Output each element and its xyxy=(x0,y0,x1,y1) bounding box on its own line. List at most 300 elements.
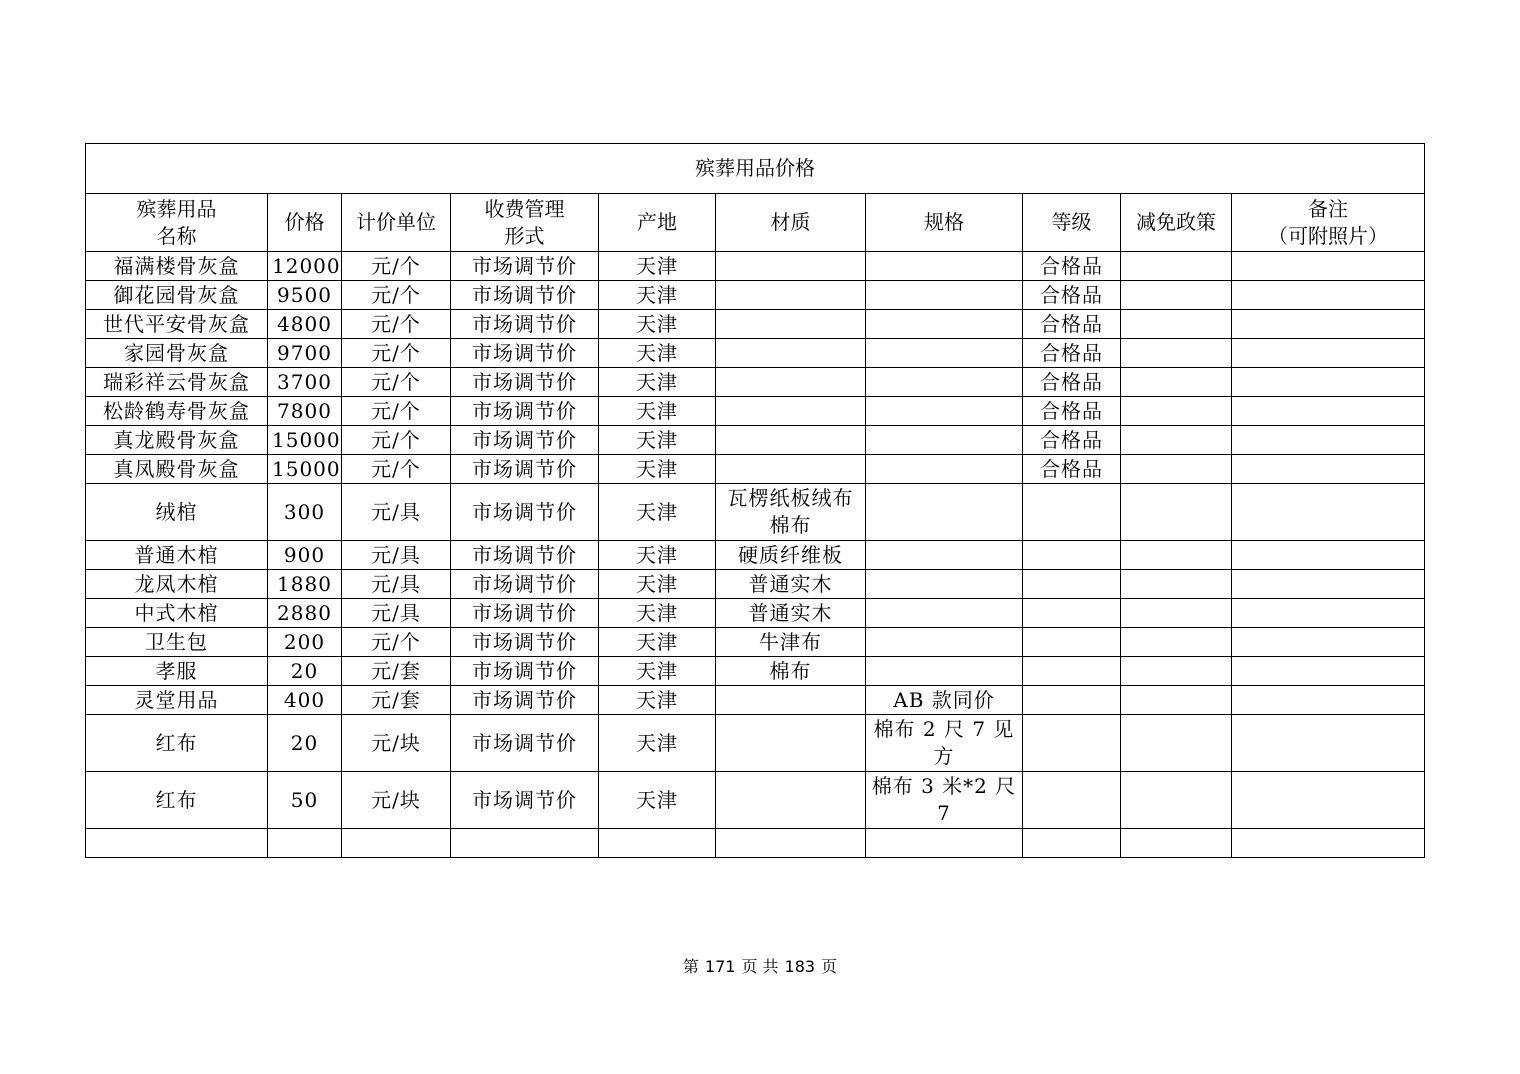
pricing-form-cell xyxy=(451,281,599,310)
spec-cell xyxy=(866,339,1023,368)
pricing-form-cell-text: 市场调节价 xyxy=(472,687,577,712)
note-cell xyxy=(1232,397,1425,426)
spec-cell xyxy=(866,541,1023,570)
item-name-cell-text: 福满楼骨灰盒 xyxy=(113,253,240,278)
grade-cell xyxy=(1023,426,1121,455)
item-name-cell xyxy=(86,628,268,657)
unit-cell xyxy=(342,599,451,628)
policy-cell xyxy=(1121,628,1232,657)
pricing-form-cell-text: 市场调节价 xyxy=(472,571,577,596)
price-cell xyxy=(268,252,342,281)
unit-cell-text: 元/具 xyxy=(371,571,421,596)
origin-cell xyxy=(599,455,716,484)
grade-cell-text: 合格品 xyxy=(1040,427,1103,452)
origin-cell-text: 天津 xyxy=(636,787,678,812)
pricing-form-cell-text: 市场调节价 xyxy=(472,253,577,278)
price-cell-text: 20 xyxy=(290,658,319,683)
origin-cell xyxy=(599,339,716,368)
grade-cell-text: 合格品 xyxy=(1040,398,1103,423)
origin-cell-text: 天津 xyxy=(636,398,678,423)
unit-cell-text: 元/个 xyxy=(371,398,421,423)
grade-cell xyxy=(1023,686,1121,715)
unit-cell xyxy=(342,281,451,310)
item-name-cell xyxy=(86,339,268,368)
item-name-cell xyxy=(86,829,268,858)
price-cell-text: 20 xyxy=(290,730,319,755)
item-name-cell xyxy=(86,541,268,570)
spec-cell xyxy=(866,368,1023,397)
item-name-cell-text: 真龙殿骨灰盒 xyxy=(113,427,240,452)
material-cell xyxy=(716,686,866,715)
grade-cell xyxy=(1023,310,1121,339)
item-name-cell xyxy=(86,715,268,772)
footer-page-number: 171 xyxy=(704,957,736,976)
note-cell xyxy=(1232,426,1425,455)
policy-cell xyxy=(1121,484,1232,541)
note-cell xyxy=(1232,599,1425,628)
unit-cell-text: 元/个 xyxy=(371,340,421,365)
header-label-line1: 产地 xyxy=(637,210,677,234)
spec-cell xyxy=(866,686,1023,715)
pricing-form-cell-text: 市场调节价 xyxy=(472,427,577,452)
unit-cell-text: 元/套 xyxy=(371,687,421,712)
origin-cell xyxy=(599,484,716,541)
unit-cell xyxy=(342,628,451,657)
pricing-form-cell-text: 市场调节价 xyxy=(472,730,577,755)
note-cell xyxy=(1232,455,1425,484)
material-cell-text: 普通实木 xyxy=(748,600,833,625)
policy-cell xyxy=(1121,310,1232,339)
header-label-line1: 材质 xyxy=(770,210,811,234)
table-row xyxy=(86,281,1425,310)
table-row xyxy=(86,829,1425,858)
unit-cell-text: 元/个 xyxy=(371,311,421,336)
price-cell-text: 4800 xyxy=(277,311,332,336)
origin-cell-text: 天津 xyxy=(636,629,678,654)
spec-cell xyxy=(866,772,1023,829)
footer-suffix: 页 xyxy=(821,957,838,976)
origin-cell xyxy=(599,310,716,339)
unit-cell xyxy=(342,772,451,829)
spec-cell-text: 棉布 2 尺 7 见 xyxy=(873,717,1015,741)
item-name-cell xyxy=(86,281,268,310)
policy-cell xyxy=(1121,715,1232,772)
item-name-cell xyxy=(86,368,268,397)
price-cell xyxy=(268,397,342,426)
note-cell xyxy=(1232,368,1425,397)
grade-cell xyxy=(1023,484,1121,541)
header-label-line1: 等级 xyxy=(1051,210,1092,234)
origin-cell-text: 天津 xyxy=(636,658,678,683)
origin-cell xyxy=(599,686,716,715)
note-cell xyxy=(1232,252,1425,281)
grade-cell-text: 合格品 xyxy=(1040,369,1103,394)
price-cell-text: 2880 xyxy=(277,600,332,625)
spec-cell xyxy=(866,570,1023,599)
pricing-form-cell-text: 市场调节价 xyxy=(472,311,577,336)
item-name-cell-text: 世代平安骨灰盒 xyxy=(103,311,250,336)
unit-cell-text: 元/个 xyxy=(371,282,421,307)
policy-cell xyxy=(1121,455,1232,484)
policy-cell xyxy=(1121,599,1232,628)
policy-cell xyxy=(1121,339,1232,368)
pricing-form-cell-text: 市场调节价 xyxy=(472,629,577,654)
table-row xyxy=(86,599,1425,628)
spec-cell xyxy=(866,310,1023,339)
unit-cell xyxy=(342,426,451,455)
material-cell xyxy=(716,426,866,455)
origin-cell xyxy=(599,426,716,455)
item-name-cell-text: 松龄鹤寿骨灰盒 xyxy=(103,398,250,423)
pricing-form-cell xyxy=(451,252,599,281)
price-cell xyxy=(268,484,342,541)
price-cell xyxy=(268,657,342,686)
spec-cell-text: 棉布 3 米*2 尺 xyxy=(871,774,1017,798)
table-row xyxy=(86,310,1425,339)
grade-cell-text: 合格品 xyxy=(1040,253,1103,278)
spec-cell xyxy=(866,829,1023,858)
origin-cell xyxy=(599,541,716,570)
item-name-cell-text: 普通木棺 xyxy=(134,542,219,567)
policy-cell xyxy=(1121,397,1232,426)
header-label-line2: （可附照片） xyxy=(1268,223,1389,248)
grade-cell xyxy=(1023,715,1121,772)
header-cell xyxy=(1121,194,1232,252)
header-cell xyxy=(599,194,716,252)
unit-cell xyxy=(342,484,451,541)
table-title: 殡葬用品价格 xyxy=(86,144,1425,194)
material-cell xyxy=(716,455,866,484)
material-cell xyxy=(716,310,866,339)
pricing-form-cell-text: 市场调节价 xyxy=(472,282,577,307)
unit-cell-text: 元/个 xyxy=(371,427,421,452)
unit-cell-text: 元/具 xyxy=(371,499,421,524)
pricing-form-cell-text: 市场调节价 xyxy=(472,600,577,625)
unit-cell-text: 元/套 xyxy=(371,658,421,683)
item-name-cell xyxy=(86,772,268,829)
unit-cell xyxy=(342,310,451,339)
grade-cell xyxy=(1023,339,1121,368)
material-cell-text: 棉布 xyxy=(769,513,812,537)
item-name-cell-text: 御花园骨灰盒 xyxy=(113,282,240,307)
grade-cell xyxy=(1023,772,1121,829)
price-cell xyxy=(268,599,342,628)
header-cell xyxy=(1232,194,1425,252)
material-cell xyxy=(716,829,866,858)
note-cell xyxy=(1232,657,1425,686)
price-cell xyxy=(268,455,342,484)
item-name-cell xyxy=(86,686,268,715)
pricing-form-cell xyxy=(451,368,599,397)
note-cell xyxy=(1232,310,1425,339)
item-name-cell-text: 瑞彩祥云骨灰盒 xyxy=(103,369,250,394)
origin-cell xyxy=(599,252,716,281)
header-label-line1: 减免政策 xyxy=(1136,210,1216,234)
header-label-line1: 价格 xyxy=(284,210,325,234)
unit-cell-text: 元/具 xyxy=(371,542,421,567)
note-cell xyxy=(1232,772,1425,829)
header-label-line1: 收费管理 xyxy=(484,196,565,221)
price-cell xyxy=(268,368,342,397)
pricing-form-cell xyxy=(451,715,599,772)
table-row xyxy=(86,455,1425,484)
table-header-row xyxy=(86,194,1425,252)
origin-cell-text: 天津 xyxy=(636,311,678,336)
pricing-form-cell xyxy=(451,829,599,858)
table-row xyxy=(86,339,1425,368)
origin-cell xyxy=(599,829,716,858)
header-label-line1: 规格 xyxy=(924,210,964,234)
pricing-form-cell xyxy=(451,426,599,455)
origin-cell xyxy=(599,715,716,772)
note-cell xyxy=(1232,339,1425,368)
item-name-cell-text: 卫生包 xyxy=(145,629,208,654)
header-cell xyxy=(451,194,599,252)
material-cell xyxy=(716,339,866,368)
pricing-form-cell xyxy=(451,339,599,368)
policy-cell xyxy=(1121,570,1232,599)
grade-cell-text: 合格品 xyxy=(1040,311,1103,336)
table-row xyxy=(86,541,1425,570)
material-cell xyxy=(716,772,866,829)
price-cell-text: 50 xyxy=(290,787,319,812)
header-cell xyxy=(268,194,342,252)
origin-cell-text: 天津 xyxy=(636,730,678,755)
price-cell xyxy=(268,339,342,368)
pricing-form-cell-text: 市场调节价 xyxy=(472,398,577,423)
unit-cell-text: 元/个 xyxy=(371,369,421,394)
material-cell-text: 硬质纤维板 xyxy=(738,542,843,567)
item-name-cell xyxy=(86,599,268,628)
item-name-cell xyxy=(86,426,268,455)
policy-cell xyxy=(1121,252,1232,281)
item-name-cell-text: 真凤殿骨灰盒 xyxy=(113,456,240,481)
spec-cell xyxy=(866,628,1023,657)
price-cell-text: 3700 xyxy=(277,369,332,394)
material-cell xyxy=(716,368,866,397)
pricing-form-cell-text: 市场调节价 xyxy=(472,456,577,481)
pricing-form-cell xyxy=(451,599,599,628)
price-cell xyxy=(268,772,342,829)
material-cell xyxy=(716,628,866,657)
grade-cell xyxy=(1023,541,1121,570)
grade-cell-text: 合格品 xyxy=(1040,456,1103,481)
price-cell xyxy=(268,715,342,772)
unit-cell xyxy=(342,455,451,484)
unit-cell-text: 元/块 xyxy=(371,730,421,755)
unit-cell xyxy=(342,829,451,858)
spec-cell-text: 7 xyxy=(937,801,951,825)
unit-cell xyxy=(342,715,451,772)
spec-cell xyxy=(866,715,1023,772)
grade-cell xyxy=(1023,368,1121,397)
table-row xyxy=(86,715,1425,772)
item-name-cell-text: 中式木棺 xyxy=(134,600,219,625)
note-cell xyxy=(1232,628,1425,657)
policy-cell xyxy=(1121,368,1232,397)
pricing-form-cell xyxy=(451,484,599,541)
item-name-cell xyxy=(86,397,268,426)
unit-cell xyxy=(342,541,451,570)
unit-cell-text: 元/个 xyxy=(371,253,421,278)
header-label-line2: 名称 xyxy=(156,223,197,248)
grade-cell xyxy=(1023,829,1121,858)
spec-cell xyxy=(866,484,1023,541)
table-row xyxy=(86,570,1425,599)
pricing-form-cell xyxy=(451,397,599,426)
policy-cell xyxy=(1121,541,1232,570)
grade-cell xyxy=(1023,570,1121,599)
item-name-cell xyxy=(86,310,268,339)
table-row xyxy=(86,484,1425,541)
origin-cell-text: 天津 xyxy=(636,282,678,307)
note-cell xyxy=(1232,281,1425,310)
unit-cell xyxy=(342,686,451,715)
policy-cell xyxy=(1121,772,1232,829)
footer-prefix: 第 xyxy=(682,957,699,976)
origin-cell-text: 天津 xyxy=(636,369,678,394)
header-label-line1: 备注 xyxy=(1308,196,1349,221)
material-cell xyxy=(716,281,866,310)
footer-middle: 页 共 xyxy=(741,957,779,976)
origin-cell xyxy=(599,599,716,628)
price-cell xyxy=(268,628,342,657)
pricing-form-cell xyxy=(451,772,599,829)
price-cell xyxy=(268,829,342,858)
price-cell-text: 300 xyxy=(283,499,326,524)
grade-cell xyxy=(1023,455,1121,484)
header-cell xyxy=(342,194,451,252)
table-row xyxy=(86,657,1425,686)
table-row xyxy=(86,628,1425,657)
origin-cell-text: 天津 xyxy=(636,542,678,567)
spec-cell-text: 方 xyxy=(933,744,955,768)
material-cell xyxy=(716,541,866,570)
price-cell xyxy=(268,570,342,599)
item-name-cell-text: 红布 xyxy=(155,787,198,812)
grade-cell xyxy=(1023,397,1121,426)
pricing-form-cell-text: 市场调节价 xyxy=(472,369,577,394)
price-cell-text: 400 xyxy=(283,687,326,712)
item-name-cell xyxy=(86,484,268,541)
material-cell-text: 牛津布 xyxy=(759,629,822,654)
unit-cell xyxy=(342,657,451,686)
price-table xyxy=(85,143,1425,858)
pricing-form-cell xyxy=(451,628,599,657)
pricing-form-cell-text: 市场调节价 xyxy=(472,542,577,567)
grade-cell xyxy=(1023,252,1121,281)
grade-cell xyxy=(1023,281,1121,310)
material-cell-text: 棉布 xyxy=(769,658,812,683)
footer-total-pages: 183 xyxy=(784,957,816,976)
origin-cell-text: 天津 xyxy=(636,687,678,712)
price-cell-text: 9700 xyxy=(277,340,332,365)
note-cell xyxy=(1232,715,1425,772)
table-row xyxy=(86,368,1425,397)
spec-cell xyxy=(866,281,1023,310)
material-cell xyxy=(716,397,866,426)
origin-cell xyxy=(599,628,716,657)
header-cell xyxy=(86,194,268,252)
origin-cell xyxy=(599,368,716,397)
material-cell xyxy=(716,715,866,772)
table-row xyxy=(86,686,1425,715)
spec-cell-text: AB 款同价 xyxy=(893,687,995,712)
policy-cell xyxy=(1121,829,1232,858)
spec-cell xyxy=(866,426,1023,455)
origin-cell-text: 天津 xyxy=(636,340,678,365)
note-cell xyxy=(1232,570,1425,599)
origin-cell xyxy=(599,397,716,426)
header-cell xyxy=(1023,194,1121,252)
price-cell-text: 12000 xyxy=(272,253,341,278)
table-row xyxy=(86,426,1425,455)
spec-cell xyxy=(866,397,1023,426)
price-cell-text: 7800 xyxy=(277,398,332,423)
material-cell xyxy=(716,570,866,599)
item-name-cell xyxy=(86,455,268,484)
origin-cell-text: 天津 xyxy=(636,456,678,481)
note-cell xyxy=(1232,541,1425,570)
unit-cell xyxy=(342,252,451,281)
policy-cell xyxy=(1121,426,1232,455)
unit-cell xyxy=(342,570,451,599)
pricing-form-cell xyxy=(451,657,599,686)
spec-cell xyxy=(866,599,1023,628)
material-cell xyxy=(716,657,866,686)
pricing-form-cell xyxy=(451,310,599,339)
table-row xyxy=(86,772,1425,829)
pricing-form-cell-text: 市场调节价 xyxy=(472,340,577,365)
origin-cell-text: 天津 xyxy=(636,571,678,596)
price-cell-text: 200 xyxy=(283,629,326,654)
grade-cell xyxy=(1023,628,1121,657)
unit-cell xyxy=(342,397,451,426)
origin-cell xyxy=(599,657,716,686)
item-name-cell-text: 灵堂用品 xyxy=(134,687,219,712)
material-cell xyxy=(716,252,866,281)
grade-cell-text: 合格品 xyxy=(1040,340,1103,365)
grade-cell xyxy=(1023,599,1121,628)
unit-cell-text: 元/具 xyxy=(371,600,421,625)
pricing-form-cell-text: 市场调节价 xyxy=(472,658,577,683)
price-cell xyxy=(268,310,342,339)
unit-cell xyxy=(342,339,451,368)
spec-cell xyxy=(866,252,1023,281)
material-cell xyxy=(716,484,866,541)
policy-cell xyxy=(1121,281,1232,310)
price-cell-text: 900 xyxy=(283,542,326,567)
material-cell-text: 瓦楞纸板绒布 xyxy=(727,486,854,510)
grade-cell-text: 合格品 xyxy=(1040,282,1103,307)
pricing-form-cell xyxy=(451,541,599,570)
item-name-cell-text: 绒棺 xyxy=(155,499,198,524)
origin-cell xyxy=(599,570,716,599)
header-cell xyxy=(866,194,1023,252)
unit-cell xyxy=(342,368,451,397)
item-name-cell-text: 龙凤木棺 xyxy=(134,571,219,596)
origin-cell-text: 天津 xyxy=(636,253,678,278)
origin-cell xyxy=(599,772,716,829)
price-cell xyxy=(268,541,342,570)
unit-cell-text: 元/块 xyxy=(371,787,421,812)
origin-cell-text: 天津 xyxy=(636,499,678,524)
item-name-cell xyxy=(86,657,268,686)
item-name-cell-text: 红布 xyxy=(155,730,198,755)
grade-cell xyxy=(1023,657,1121,686)
item-name-cell xyxy=(86,570,268,599)
page-footer xyxy=(0,954,1520,977)
